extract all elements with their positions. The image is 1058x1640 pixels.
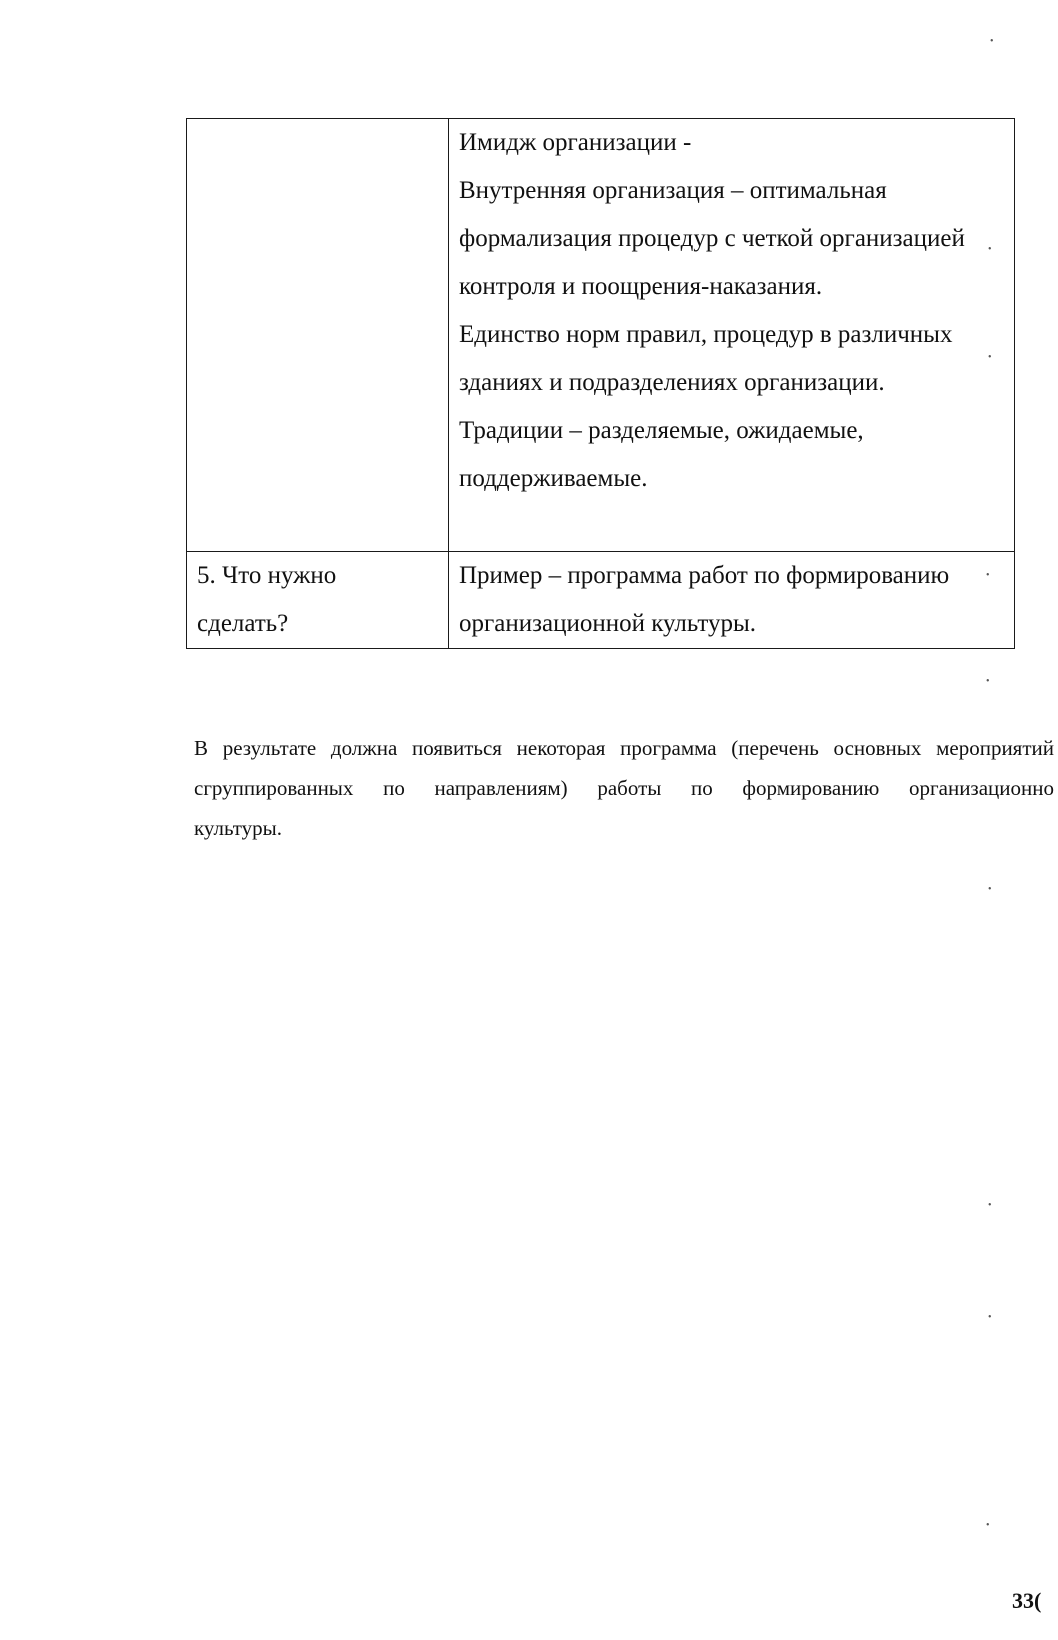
cell-text-line: формализация процедур с четкой организацией: [459, 225, 965, 252]
cell-text-line: зданиях и подразделениях организации.: [459, 369, 885, 396]
cell-text-line: поддерживаемые.: [459, 465, 648, 492]
table-cell-question: [187, 552, 449, 649]
scan-speck: •: [988, 1200, 992, 1211]
scan-speck: •: [990, 36, 994, 47]
paragraph-line: сгруппированных по направлениям) работы по формированию организационно: [194, 776, 1054, 800]
scan-speck: •: [988, 1312, 992, 1323]
cell-text-line: Имидж организации -: [459, 129, 692, 156]
scan-speck: •: [988, 352, 992, 363]
table-row: [187, 119, 1015, 552]
scan-speck: •: [988, 244, 992, 255]
cell-text-line: контроля и поощрения-наказания.: [459, 273, 823, 300]
body-paragraph: [194, 728, 1054, 848]
scan-speck: •: [986, 676, 990, 687]
page-number: 33(: [1012, 1588, 1042, 1613]
cell-text-line: 5. Что нужно: [197, 562, 337, 589]
table-cell-answer: [449, 119, 1015, 552]
cell-text-line: организационной культуры.: [459, 610, 756, 637]
cell-text-line: Пример – программа работ по формированию: [459, 562, 950, 589]
paragraph-line: В результате должна появиться некоторая программа (перечень основных мероприятий: [194, 736, 1054, 760]
content-table: [186, 118, 1015, 649]
scan-speck: •: [988, 884, 992, 895]
paragraph-line: культуры.: [194, 816, 282, 840]
cell-text-line: сделать?: [197, 610, 289, 637]
cell-text-line: Единство норм правил, процедур в различных: [459, 321, 953, 348]
scan-speck: •: [986, 1520, 990, 1531]
table-cell-question: [187, 119, 449, 552]
table-row: [187, 552, 1015, 649]
cell-text-line: Традиции – разделяемые, ожидаемые,: [459, 417, 864, 444]
scan-speck: •: [986, 570, 990, 581]
cell-text-line: Внутренняя организация – оптимальная: [459, 177, 887, 204]
table-cell-answer: [449, 552, 1015, 649]
